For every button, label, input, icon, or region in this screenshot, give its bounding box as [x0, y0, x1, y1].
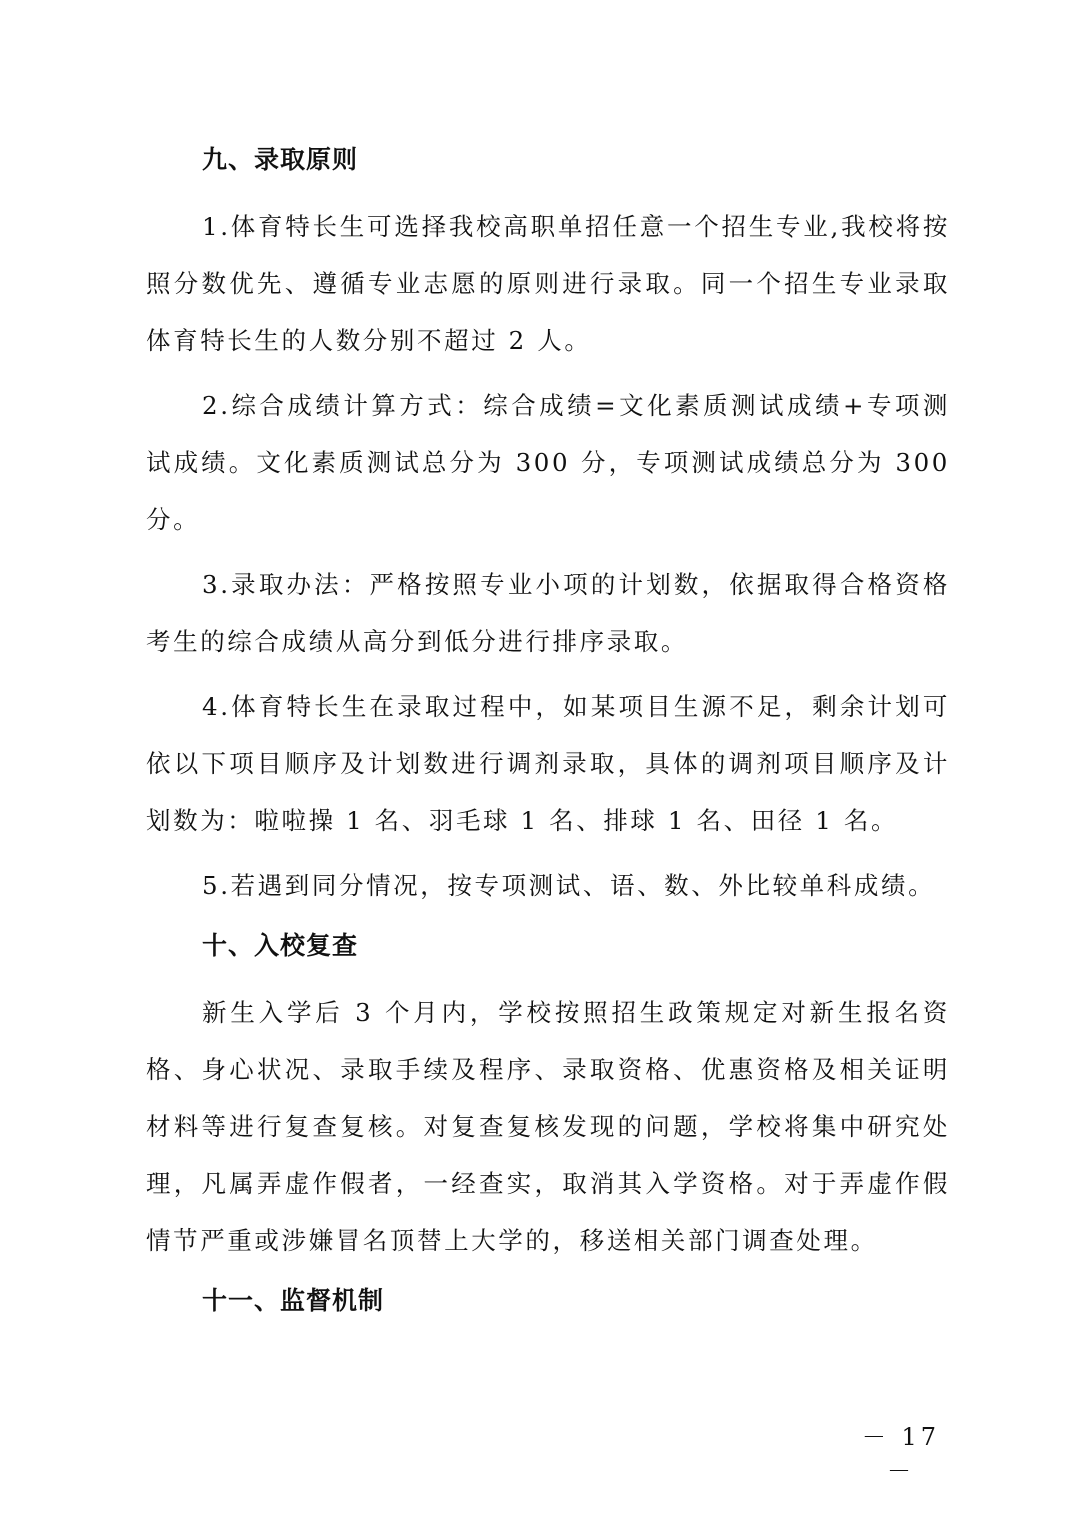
paragraph-principle-5: 5.若遇到同分情况，按专项测试、语、数、外比较单科成绩。 [202, 871, 936, 900]
document-body [146, 128, 950, 1339]
section-heading-supervision: 十一、监督机制 [202, 1286, 385, 1315]
page-number: － 17 － [861, 1423, 941, 1485]
paragraph-principle-2: 2.综合成绩计算方式：综合成绩=文化素质测试成绩+专项测试成绩。文化素质测试总分为 300 分，专项测试成绩总分为 300 分。 [146, 391, 950, 534]
paragraph-principle-4: 4.体育特长生在录取过程中，如某项目生源不足，剩余计划可依以下项目顺序及计划数进行调剂录取，具体的调剂项目顺序及计划数为：啦啦操 1 名、羽毛球 1 名、排球 1 名、田径 1 名。 [146, 692, 950, 835]
section-heading-admission-principles: 九、录取原则 [202, 145, 359, 174]
paragraph-principle-3: 3.录取办法：严格按照专业小项的计划数，依据取得合格资格考生的综合成绩从高分到低分进行排序录取。 [146, 570, 950, 656]
section-heading-enrollment-review: 十、入校复查 [202, 931, 359, 960]
paragraph-enrollment-review: 新生入学后 3 个月内，学校按照招生政策规定对新生报名资格、身心状况、录取手续及程序、录取资格、优惠资格及相关证明材料等进行复查复核。对复查复核发现的问题，学校将集中研究处理，凡属弄虚作假者，一经查实，取消其入学资格。对于弄虚作假情节严重或涉嫌冒名顶替上大学的，移送相关部门调查处理。 [146, 998, 950, 1255]
paragraph-principle-1: 1.体育特长生可选择我校高职单招任意一个招生专业,我校将按照分数优先、遵循专业志愿的原则进行录取。同一个招生专业录取体育特长生的人数分别不超过 2 人。 [146, 212, 950, 355]
